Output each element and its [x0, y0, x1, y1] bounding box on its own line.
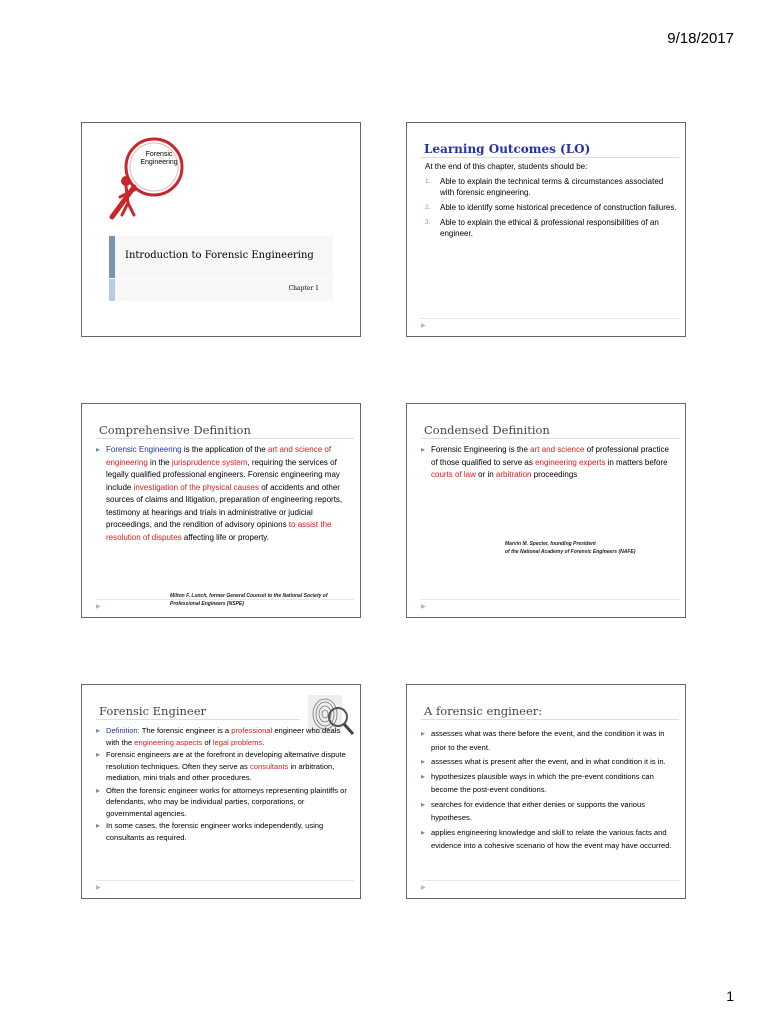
slide-comprehensive-definition [81, 403, 361, 618]
forensic-magnifier-logo [96, 133, 206, 233]
list-item: ▸ Forensic engineers are at the forefront in developing alternative dispute resolution techniques. Often they serve as consultants in arbitration, mediation, mini trials and other procedures. [96, 749, 350, 784]
list-item: ▸ applies engineering knowledge and skill to relate the various facts and evidence into a cohesive scenario of how the event may have occurred. [421, 826, 675, 853]
slide-forensic-engineer [81, 684, 361, 899]
attribution: Milton F. Lunch, former General Counsel to the National Society of Professional Engineers (NSPE) [170, 593, 328, 607]
list-item: ▸ Forensic Engineering is the art and science of professional practice of those qualified to serve as engineering experts in matters before courts of law or in arbitration proceedings [421, 444, 675, 482]
list-item: 1. Able to explain the technical terms & circumstances associated with forensic engineering. [425, 177, 664, 197]
slide-learning-outcomes [406, 122, 686, 337]
attribution: Marvin M. Specter, founding President of the National Academy of Forensic Engineers (NAFE) [505, 541, 636, 555]
list-item: 3. Able to explain the ethical & professional responsibilities of an engineer. [425, 218, 659, 238]
title-rule [96, 719, 300, 720]
title-rule [421, 157, 679, 158]
slide-body [96, 444, 350, 545]
list-item: ▸ In some cases, the forensic engineer works independently, using consultants as required. [96, 820, 350, 843]
list-item: ▸ assesses what was there before the event, and the condition it was in prior to the event. [421, 727, 675, 754]
slide-condensed-definition [406, 403, 686, 618]
title-rule [96, 438, 354, 439]
list-item: ▸ Definition: The forensic engineer is a professional engineer who deals with the engineering aspects of legal problems. [96, 725, 350, 748]
footer-rule [96, 599, 354, 600]
logo-text: Forensic Engineering [140, 151, 178, 166]
title-rule [421, 438, 679, 439]
slide-body [96, 725, 350, 844]
footer-rule [421, 880, 679, 881]
title-rule [421, 719, 679, 720]
list-item: ▸ Forensic Engineering is the application of the art and science of engineering in the jurisprudence system, requiring the services of legally qualified professional engineers. Forensic engineering may include investigation of the physical causes of accidents and other sources of claims and litigation, preparation of engineering reports, testimony at hearings and trials in administrative or judicial proceedings, and the rendition of advisory opinions to assist the resolution of disputes affecting life or property. [96, 444, 350, 544]
outcomes-list [425, 176, 677, 243]
list-item: ▸ Often the forensic engineer works for attorneys representing plaintiffs or defendants, who may be individual parties, corporations, or governmental agencies. [96, 785, 350, 820]
list-item: ▸ assesses what is present after the event, and in what condition it is in. [421, 755, 675, 769]
triangle-bullet-icon: ▶ [421, 885, 426, 891]
slide-forensic-engineer-duties [406, 684, 686, 899]
footer-rule [96, 880, 354, 881]
slide-body [421, 444, 675, 483]
slide-title: Condensed Definition [424, 423, 550, 437]
slide-title: Learning Outcomes (LO) [424, 142, 591, 156]
list-item: 2. Able to identify some historical precedence of construction failures. [425, 203, 677, 212]
slide-title: Comprehensive Definition [99, 423, 251, 437]
handout-date: 9/18/2017 [667, 30, 734, 47]
triangle-bullet-icon: ▶ [421, 604, 426, 610]
footer-rule [421, 599, 679, 600]
slide-intro [81, 122, 361, 337]
intro-text: At the end of this chapter, students should be: [425, 162, 588, 171]
triangle-bullet-icon: ▶ [96, 885, 101, 891]
triangle-bullet-icon: ▶ [421, 323, 426, 329]
list-item: ▸ searches for evidence that either denies or supports the various hypotheses. [421, 798, 675, 825]
slide-title-band [109, 236, 333, 278]
footer-rule [421, 318, 679, 319]
slide-subtitle-band [109, 279, 333, 301]
slide-subtitle: Chapter 1 [288, 285, 319, 292]
slide-title: Introduction to Forensic Engineering [125, 250, 314, 261]
slide-title: A forensic engineer: [424, 704, 543, 718]
slide-body [421, 727, 675, 854]
slide-title: Forensic Engineer [99, 704, 207, 718]
list-item: ▸ hypothesizes plausible ways in which the pre-event conditions can become the post-event conditions. [421, 770, 675, 797]
page-number: 1 [726, 988, 734, 1004]
triangle-bullet-icon: ▶ [96, 604, 101, 610]
